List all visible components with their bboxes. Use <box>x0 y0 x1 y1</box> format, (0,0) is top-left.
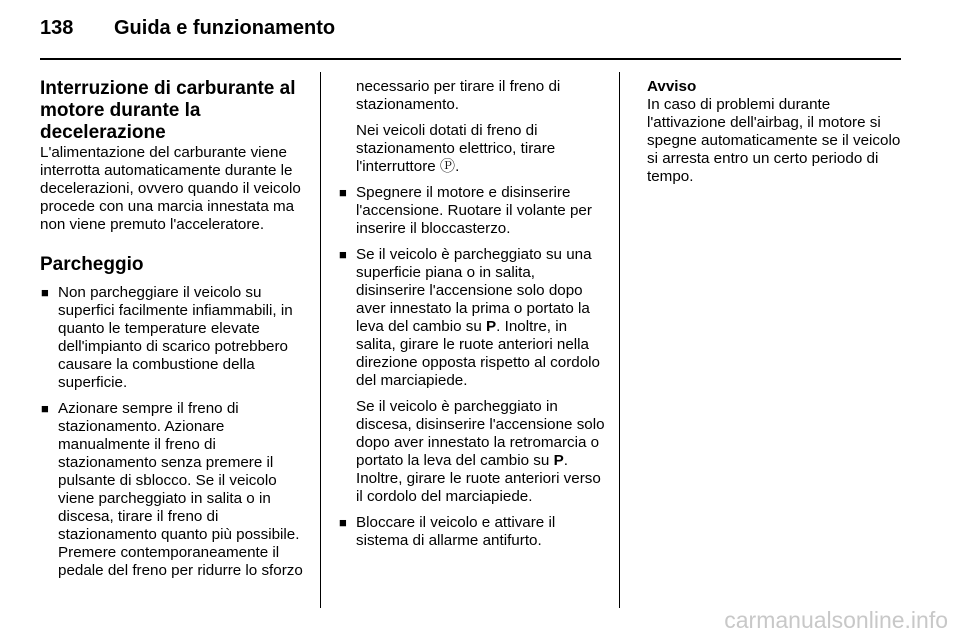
column-1 <box>40 78 308 588</box>
section-title: Guida e funzionamento <box>114 17 336 39</box>
text-run: . Inoltre, girare le ruote anteriori verso il cordolo del marciapiede. <box>356 452 601 505</box>
watermark: carmanualsonline.info <box>724 607 948 633</box>
fuel-cutoff-heading: Interruzione di carburante al motore durante la decelerazione <box>40 78 296 143</box>
notice-text: In caso di problemi durante l'attivazione dell'airbag, il motore si spegne automaticamente se il veicolo si arresta entro un certo periodo di tempo. <box>647 96 901 185</box>
text-run: . Inoltre, in salita, girare le ruote anteriori nella direzione opposta rispetto al cordolo del marciapiede. <box>356 318 600 389</box>
bullet-icon: ■ <box>41 285 49 300</box>
downhill-paragraph <box>356 398 606 506</box>
text-run: Se il veicolo è parcheggiato su una superficie piana o in salita, disinserire l'accensione solo dopo aver innestato la prima o portato la leva del cambio su <box>356 246 592 335</box>
list-item-text: Spegnere il motore e disinserire l'accensione. Ruotare il volante per inserire il bloccasterzo. <box>356 184 592 237</box>
list-item-text <box>356 246 600 389</box>
list-item <box>338 184 606 238</box>
bullet-icon: ■ <box>339 185 347 200</box>
header-rule <box>40 58 901 60</box>
notice-title: Avviso <box>647 78 697 95</box>
continuation-text: necessario per tirare il freno di stazionamento. <box>356 78 561 113</box>
list-item-text: Bloccare il veicolo e attivare il sistema di allarme antifurto. <box>356 514 556 549</box>
gear-p-label: P <box>486 318 497 335</box>
parking-list-continued <box>338 184 606 550</box>
list-item <box>40 400 308 580</box>
parking-list <box>40 284 308 580</box>
column-divider-1 <box>320 72 321 608</box>
list-item <box>338 246 606 506</box>
column-2 <box>338 78 606 558</box>
bullet-icon: ■ <box>339 247 347 262</box>
bullet-icon: ■ <box>339 515 347 530</box>
list-item <box>40 284 308 392</box>
column-divider-2 <box>619 72 620 608</box>
fuel-cutoff-paragraph: L'alimentazione del carburante viene interrotta automaticamente durante le decelerazioni, ovvero quando il veicolo procede con una marcia innestata ma non viene premuto l'acceleratore. <box>40 144 301 233</box>
list-item-text: Azionare sempre il freno di stazionamento. Azionare manualmente il freno di stazionamento senza premere il pulsante di sblocco. Se il veicolo viene parcheggiato in salita o in discesa, tirare il freno di stazionamento quanto più possibile. Premere contemporaneamente il pedale del freno per ridurre lo sforzo <box>58 400 303 579</box>
list-item-text: Non parcheggiare il veicolo su superfici facilmente infiammabili, in quanto le temperature elevate dell'impianto di scarico potrebbero causare la combustione della superficie. <box>58 284 293 391</box>
parking-heading: Parcheggio <box>40 254 144 275</box>
bullet-icon: ■ <box>41 401 49 416</box>
page-number: 138 <box>40 17 74 39</box>
column-3 <box>647 78 903 186</box>
list-item <box>338 514 606 550</box>
page-header <box>40 17 335 40</box>
electric-brake-text: Nei veicoli dotati di freno di stazionamento elettrico, tirare l'interruttore Ⓟ. <box>356 122 556 175</box>
text-run: Se il veicolo è parcheggiato in discesa, disinserire l'accensione solo dopo aver innestato la retromarcia o portato la leva del cambio su <box>356 398 605 469</box>
notice-box <box>647 78 903 186</box>
gear-p-label: P <box>553 452 564 469</box>
